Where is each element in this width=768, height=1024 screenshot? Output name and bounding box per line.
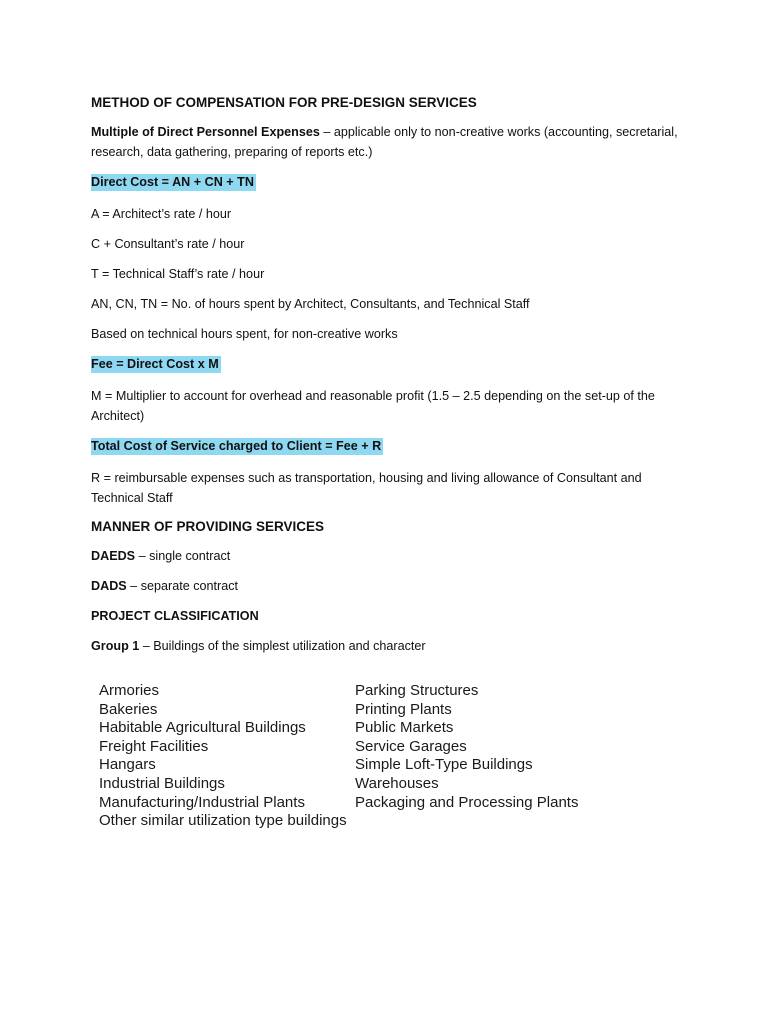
heading-manner: MANNER OF PROVIDING SERVICES <box>91 519 325 534</box>
definition-hours: AN, CN, TN = No. of hours spent by Architect, Consultants, and Technical Staff <box>91 297 530 311</box>
heading-classification: PROJECT CLASSIFICATION <box>91 609 259 623</box>
direct-cost-line <box>91 172 691 192</box>
list-item: Habitable Agricultural Buildings <box>99 719 306 737</box>
group1-term: Group 1 <box>91 639 140 653</box>
dads-term: DADS <box>91 579 127 593</box>
list-item: Warehouses <box>355 774 439 792</box>
total-cost-line <box>91 436 691 456</box>
list-item: Parking Structures <box>355 682 479 699</box>
list-item: Packaging and Processing Plants <box>355 793 579 811</box>
definition-c: C + Consultant’s rate / hour <box>91 237 245 251</box>
list-item: Bakeries <box>99 700 158 718</box>
mdpe-term: Multiple of Direct Personnel Expenses <box>91 125 320 139</box>
list-item: Printing Plants <box>355 700 452 718</box>
definition-a: A = Architect’s rate / hour <box>91 207 232 221</box>
group1-description: – Buildings of the simplest utilization and character <box>139 639 426 653</box>
daeds-term: DAEDS <box>91 549 136 563</box>
list-item: Hangars <box>99 756 156 774</box>
list-item: Public Markets <box>355 719 454 737</box>
dads-description: – separate contract <box>126 579 238 593</box>
list-item: Simple Loft-Type Buildings <box>355 756 533 774</box>
group1-list-right <box>355 682 615 812</box>
daeds-description: – single contract <box>135 549 231 563</box>
formula-direct-cost: Direct Cost = AN + CN + TN <box>91 175 254 189</box>
mdpe-description: – applicable only to non-creative works (accounting, secretarial, research, data gathering, preparing of reports etc.) <box>91 125 678 159</box>
dads-paragraph <box>91 576 691 596</box>
based-on-note: Based on technical hours spent, for non-creative works <box>91 327 398 341</box>
heading-compensation: METHOD OF COMPENSATION FOR PRE-DESIGN SERVICES <box>91 95 477 110</box>
fee-line <box>91 354 691 374</box>
formula-total-cost: Total Cost of Service charged to Client = Fee + R <box>91 439 382 453</box>
list-item: Armories <box>99 682 160 699</box>
definition-r: R = reimbursable expenses such as transportation, housing and living allowance of Consultant and Technical Staff <box>91 471 642 505</box>
group1-list-left <box>99 682 359 831</box>
list-item: Industrial Buildings <box>99 774 225 792</box>
daeds-paragraph <box>91 546 691 566</box>
mdpe-paragraph <box>91 122 691 162</box>
list-item: Manufacturing/Industrial Plants <box>99 793 305 811</box>
definition-t: T = Technical Staff’s rate / hour <box>91 267 265 281</box>
list-item: Service Garages <box>355 737 467 755</box>
group1-paragraph <box>91 636 691 656</box>
document-body <box>91 94 691 666</box>
formula-fee: Fee = Direct Cost x M <box>91 357 219 371</box>
definition-m: M = Multiplier to account for overhead and reasonable profit (1.5 – 2.5 depending on the set-up of the Architect) <box>91 389 655 423</box>
list-item: Other similar utilization type buildings <box>99 812 347 830</box>
list-item: Freight Facilities <box>99 737 209 755</box>
